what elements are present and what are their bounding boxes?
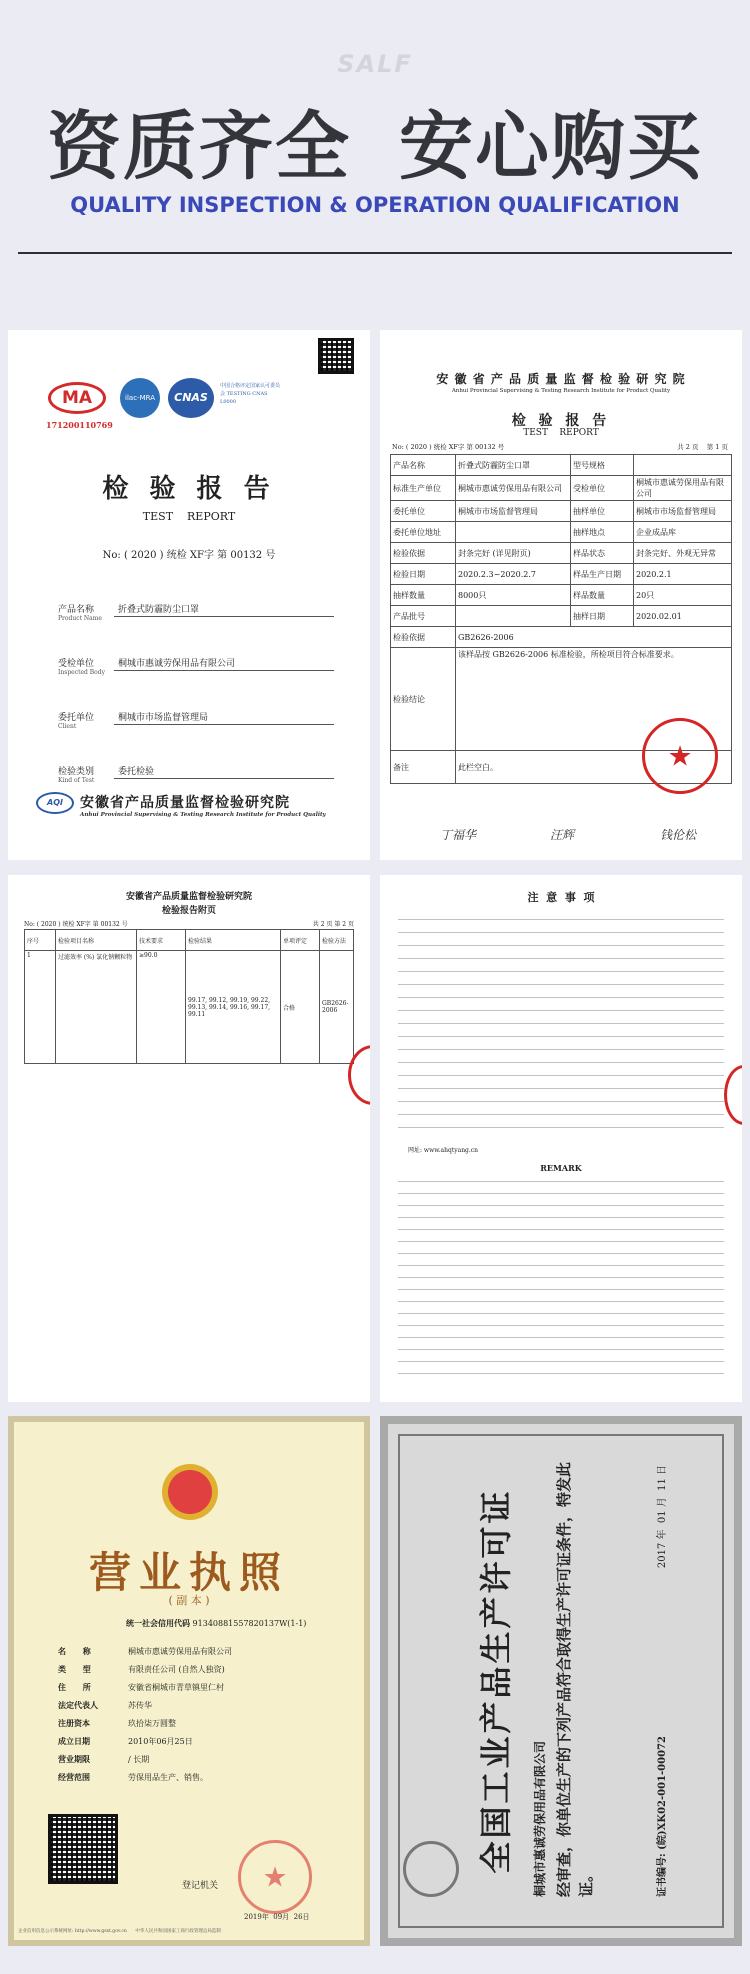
production-license-rotated	[391, 1431, 731, 1931]
national-emblem-icon	[162, 1464, 218, 1520]
notes-text-block	[398, 919, 724, 1139]
license-title: 营业执照	[88, 1548, 289, 1597]
field-value: 折叠式防霾防尘口罩	[118, 605, 200, 615]
table-row: 产品名称 折叠式防霾防尘口罩 型号规格	[391, 455, 732, 476]
field-label: 检验类别	[58, 767, 95, 777]
production-license-text: 经审查，你单位生产的下列产品符合取得生产许可证条件，特发此证。	[555, 1461, 595, 1897]
table-row: 标准生产单位 桐城市惠诚劳保用品有限公司 受检单位 桐城市惠诚劳保用品有限公司	[391, 476, 732, 501]
qr-code-icon	[48, 1814, 118, 1884]
production-license	[380, 1416, 742, 1946]
production-license-company: 桐城市惠诚劳保用品有限公司	[533, 1740, 547, 1897]
appendix-title: 检验报告附页	[161, 906, 216, 916]
license-field: 成立日期 2010年06月25日	[58, 1736, 193, 1746]
remark-text-block	[398, 1181, 724, 1381]
test-report-page	[380, 330, 742, 860]
signature-approver: 丁福华	[440, 828, 477, 842]
official-seal: ★	[238, 1840, 312, 1914]
ma-number: 171200110769	[46, 420, 113, 430]
field-label-en: Inspected Body	[58, 669, 106, 676]
table-row: 检验依据 封条完好 (详见附页) 样品状态 封条完好、外观无异常	[391, 543, 732, 564]
credit-code-value: 91340881557820137W(1-1)	[192, 1619, 307, 1628]
table-row: 抽样数量 8000只 样品数量 20只	[391, 585, 732, 606]
header-divider	[18, 252, 732, 254]
brand-watermark: SALF	[337, 50, 413, 78]
license-field: 法定代表人 苏传华	[58, 1700, 152, 1710]
title-left: 资质齐全	[47, 104, 351, 190]
cnas-text: 中国合格评定国家认可委员会 TESTING CNAS L0000	[220, 383, 281, 405]
signature-tester: 钱伦松	[660, 828, 697, 842]
license-field: 类 型 有限责任公司 (自然人独资)	[58, 1664, 225, 1674]
field-label: 产品名称	[58, 605, 95, 615]
ilac-logo: ilac-MRA	[120, 378, 160, 418]
field-value: 委托检验	[118, 767, 155, 777]
test-report-cover	[8, 330, 370, 860]
table-header: 序号 检验项目名称 技术要求 检验结果 单项评定 检验方法	[25, 930, 354, 951]
page-title	[0, 88, 750, 194]
table-row: 产品批号 抽样日期 2020.02.01	[391, 606, 732, 627]
table-row: 委托单位地址 抽样地点 企业成品库	[391, 522, 732, 543]
report-number: No: ( 2020 ) 统检 XF字 第 00132 号	[24, 921, 128, 928]
license-footer: 企业信用信息公示系统网址: http://www.gsxt.gov.cn 中华人民共和国国家工商行政管理总局监制	[18, 1929, 221, 1934]
official-seal: ★	[642, 718, 718, 794]
credit-code	[126, 1618, 306, 1629]
field-label-en: Kind of Test	[58, 777, 95, 784]
official-seal	[724, 1065, 742, 1125]
license-field: 营业期限 / 长期	[58, 1754, 150, 1764]
aqi-logo: AQI	[36, 792, 74, 814]
table-row: 1 过滤效率 (%) 氯化钠颗粒物 ≥90.0 99.17, 99.12, 99.19, 99.22, 99.13, 99.14, 99.16, 99.17, 99.11 合格 GB2626-2006	[25, 951, 354, 1064]
institute-name-cn: 安 徽 省 产 品 质 量 监 督 检 验 研 究 院	[436, 372, 686, 386]
appendix-table	[24, 929, 354, 1064]
header	[0, 0, 750, 270]
report-number: No: ( 2020 ) 统检 XF字 第 00132 号	[392, 443, 505, 451]
report-title-en: TEST REPORT	[523, 428, 599, 438]
register-org-label: 登记机关	[182, 1881, 219, 1891]
field-label-en: Client	[58, 723, 77, 730]
institute-name-en: Anhui Provincial Supervising & Testing Research Institute for Product Quality	[451, 388, 671, 394]
report-field	[58, 710, 338, 764]
field-label: 受检单位	[58, 659, 95, 669]
page-indicator: 共 2 页 第 2 页	[312, 921, 354, 928]
field-value: 桐城市惠诚劳保用品有限公司	[118, 659, 236, 669]
license-field: 名 称 桐城市惠诚劳保用品有限公司	[58, 1646, 232, 1656]
report-field-list	[58, 602, 338, 818]
table-row: 委托单位 桐城市市场监督管理局 抽样单位 桐城市市场监督管理局	[391, 501, 732, 522]
institute-name-cn: 安徽省产品质量监督检验研究院	[80, 795, 290, 811]
production-license-cert-no: 证书编号: (皖)XK02-001-00072	[657, 1736, 668, 1897]
conclusion-text: 该样品按 GB2626-2006 标准检验，所检项目符合标准要求。	[458, 650, 679, 659]
table-row: 备注 此栏空白。	[391, 751, 732, 784]
license-subtitle: ( 副 本 )	[168, 1594, 210, 1607]
website: 网址: www.ahqtyang.cn	[408, 1147, 479, 1154]
license-field: 经营范围 劳保用品生产、销售。	[58, 1772, 208, 1782]
page-subtitle: QUALITY INSPECTION & OPERATION QUALIFICATION	[70, 193, 680, 217]
report-title-cn: 检 验 报 告	[511, 413, 611, 429]
credit-code-label: 统一社会信用代码	[126, 1618, 190, 1628]
field-value: 桐城市市场监督管理局	[118, 713, 209, 723]
notes-title: 注 意 事 项	[527, 891, 595, 904]
license-field: 住 所 安徽省桐城市青草镇里仁村	[58, 1682, 224, 1692]
title-right: 安心购买	[399, 104, 703, 190]
institute-name-en: Anhui Provincial Supervising & Testing Research Institute for Product Quality	[80, 812, 326, 818]
license-field: 注册资本 玖拾柒万圆整	[58, 1718, 176, 1728]
field-label: 委托单位	[58, 713, 95, 723]
signature-reviewer: 汪辉	[550, 828, 575, 842]
test-report-appendix	[8, 875, 370, 1402]
issue-date: 2019年 09月 26日	[244, 1913, 310, 1921]
conclusion-row: 检验结论 该样品按 GB2626-2006 标准检验，所检项目符合标准要求。	[391, 648, 732, 751]
remark-title: REMARK	[540, 1163, 582, 1173]
report-number: No: ( 2020 ) 统检 XF字 第 00132 号	[102, 550, 276, 561]
table-row: 检验日期 2020.2.3~2020.2.7 样品生产日期 2020.2.1	[391, 564, 732, 585]
cnas-logo: CNAS	[168, 378, 214, 418]
national-emblem-icon	[403, 1841, 459, 1897]
table-row: 检验依据 GB2626-2006	[391, 627, 732, 648]
institute-name-cn: 安徽省产品质量监督检验研究院	[125, 892, 252, 902]
business-license	[8, 1416, 370, 1946]
report-field	[58, 602, 338, 656]
page-indicator: 共 2 页 第 1 页	[677, 443, 728, 451]
production-license-title: 全国工业产品生产许可证	[477, 1488, 515, 1874]
report-title-cn: 检 验 报 告	[102, 474, 276, 504]
ma-logo: MA	[48, 382, 106, 414]
production-license-date: 2017 年 01 月 11 日	[657, 1465, 668, 1569]
field-label-en: Product Name	[58, 615, 102, 622]
qr-code-icon	[318, 338, 354, 374]
report-field	[58, 656, 338, 710]
license-field-list	[58, 1646, 348, 1790]
report-notes-page	[380, 875, 742, 1402]
report-title-en: TEST REPORT	[142, 510, 236, 523]
